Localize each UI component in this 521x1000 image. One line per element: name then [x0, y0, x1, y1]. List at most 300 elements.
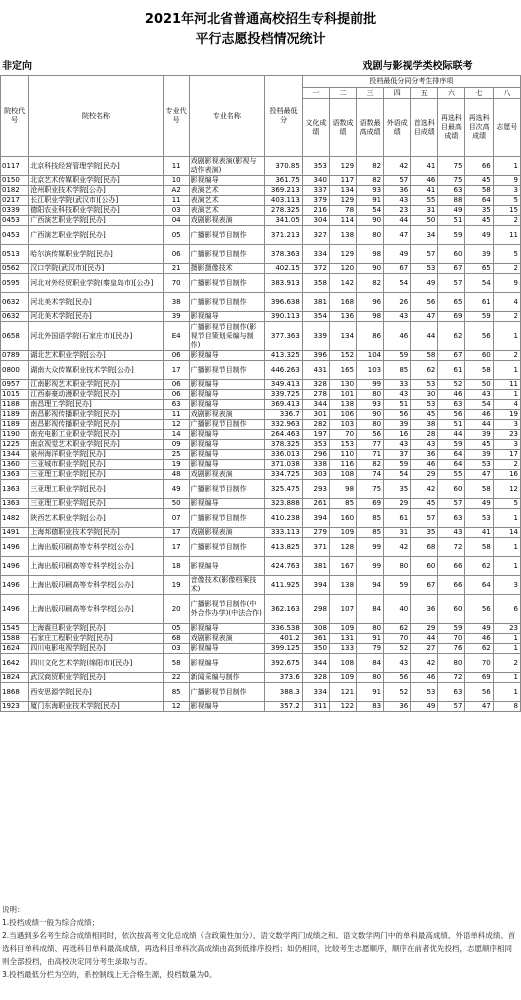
- sort-value-3: 80: [357, 420, 384, 430]
- major-code: 03: [163, 644, 189, 654]
- sort-value-3: 82: [357, 176, 384, 186]
- sort-value-4: 62: [384, 624, 411, 634]
- sort-value-6: 56: [438, 410, 465, 420]
- major-name: 影视编导: [189, 499, 264, 509]
- table-row: [1, 206, 521, 216]
- major-name: 广播影视节目制作: [189, 226, 264, 245]
- min-score: 336.7: [265, 410, 303, 420]
- sort-value-3: 79: [357, 644, 384, 654]
- sort-value-5: 55: [411, 196, 438, 206]
- sort-value-8: 8: [493, 702, 520, 712]
- sort-value-5: 56: [411, 293, 438, 312]
- table-row: [1, 216, 521, 226]
- sort-value-6: 63: [438, 400, 465, 410]
- document-subtitle: 平行志愿投档情况统计: [195, 32, 326, 47]
- school-name: 上海出版印刷高等专科学校[公办]: [29, 576, 163, 595]
- major-code: 21: [163, 264, 189, 274]
- sort-value-1: 328: [302, 673, 329, 683]
- table-row: [1, 538, 521, 557]
- school-code: 0632: [1, 293, 29, 312]
- school-name: 广西演艺职业学院[民办]: [29, 226, 163, 245]
- sort-value-8: 1: [493, 634, 520, 644]
- sort-value-2: 70: [329, 430, 356, 440]
- header-order-1: 一: [302, 88, 329, 99]
- min-score: 334.725: [265, 470, 303, 480]
- sort-value-7: 44: [465, 420, 493, 430]
- sort-value-7: 43: [465, 390, 493, 400]
- min-score: 371.038: [265, 460, 303, 470]
- major-name: 影视编导: [189, 440, 264, 450]
- min-score: 446.263: [265, 361, 303, 380]
- major-code: 04: [163, 216, 189, 226]
- school-name: 三亚理工职业学院[民办]: [29, 499, 163, 509]
- school-name: 陕西艺术职业学院[公办]: [29, 509, 163, 528]
- table-row: [1, 274, 521, 293]
- sort-value-2: 168: [329, 293, 356, 312]
- sort-value-3: 75: [357, 480, 384, 499]
- sort-value-8: 2: [493, 460, 520, 470]
- sort-value-8: 2: [493, 264, 520, 274]
- table-row: [1, 576, 521, 595]
- table-row: [1, 226, 521, 245]
- sort-value-8: 4: [493, 293, 520, 312]
- sort-value-7: 58: [465, 480, 493, 499]
- sort-value-3: 83: [357, 702, 384, 712]
- school-name: 三亚理工职业学院[民办]: [29, 480, 163, 499]
- sort-value-4: 61: [384, 509, 411, 528]
- school-name: 河北外国语学院(石家庄市)[民办]: [29, 322, 163, 351]
- school-code: 1015: [1, 390, 29, 400]
- major-code: 19: [163, 576, 189, 595]
- table-body: [1, 157, 521, 712]
- sort-value-7: 53: [465, 509, 493, 528]
- school-code: 0632: [1, 312, 29, 322]
- sort-value-1: 282: [302, 420, 329, 430]
- sort-value-2: 129: [329, 157, 356, 176]
- sort-value-8: 17: [493, 450, 520, 460]
- sort-value-7: 58: [465, 538, 493, 557]
- sort-value-7: 61: [465, 293, 493, 312]
- major-name: 广播影视节目制作: [189, 361, 264, 380]
- school-code: 0217: [1, 196, 29, 206]
- sort-value-3: 93: [357, 400, 384, 410]
- notes: [2, 903, 518, 981]
- header-order-6: 六: [438, 88, 465, 99]
- sort-value-3: 82: [357, 274, 384, 293]
- sort-value-4: 31: [384, 528, 411, 538]
- sort-value-6: 44: [438, 430, 465, 440]
- header-sort-key-6: 再选科目最高成绩: [438, 99, 465, 157]
- min-score: 402.15: [265, 264, 303, 274]
- sort-value-5: 38: [411, 420, 438, 430]
- sort-value-7: 39: [465, 430, 493, 440]
- major-name: 表演艺术: [189, 186, 264, 196]
- school-name: 泉州海洋职业学院[民办]: [29, 450, 163, 460]
- min-score: 325.475: [265, 480, 303, 499]
- major-name: 影视编导: [189, 450, 264, 460]
- sort-value-7: 70: [465, 654, 493, 673]
- sort-value-1: 350: [302, 644, 329, 654]
- sort-value-7: 56: [465, 322, 493, 351]
- sort-value-1: 311: [302, 702, 329, 712]
- school-code: 1363: [1, 470, 29, 480]
- sort-value-8: 1: [493, 673, 520, 683]
- sort-value-6: 59: [438, 440, 465, 450]
- major-name: 广播影视节目制作: [189, 538, 264, 557]
- sort-value-8: 2: [493, 216, 520, 226]
- sort-value-2: 138: [329, 226, 356, 245]
- school-code: 0453: [1, 216, 29, 226]
- sort-value-8: 4: [493, 400, 520, 410]
- school-code: 0182: [1, 186, 29, 196]
- school-code: 0789: [1, 351, 29, 361]
- school-code: 1496: [1, 538, 29, 557]
- sort-value-2: 122: [329, 702, 356, 712]
- header-order-3: 三: [357, 88, 384, 99]
- major-name: 影视编导: [189, 400, 264, 410]
- table-row: [1, 196, 521, 206]
- sort-value-2: 121: [329, 683, 356, 702]
- header-name: 院校名称: [29, 76, 163, 157]
- sort-value-3: 91: [357, 634, 384, 644]
- major-code: 19: [163, 460, 189, 470]
- school-name: 湖北艺术职业学院[公办]: [29, 351, 163, 361]
- table-row: [1, 673, 521, 683]
- school-name: 沧州职业技术学院[公办]: [29, 186, 163, 196]
- sort-value-7: 46: [465, 410, 493, 420]
- school-code: 1189: [1, 420, 29, 430]
- sort-value-5: 49: [411, 274, 438, 293]
- major-name: 影视编导: [189, 557, 264, 576]
- sort-value-7: 47: [465, 470, 493, 480]
- major-name: 表演艺术: [189, 206, 264, 216]
- sort-value-8: 15: [493, 206, 520, 216]
- sort-value-4: 47: [384, 226, 411, 245]
- sort-value-1: 344: [302, 400, 329, 410]
- header-sort-key-2: 语数成绩: [329, 99, 356, 157]
- min-score: 333.113: [265, 528, 303, 538]
- sort-value-1: 301: [302, 410, 329, 420]
- sort-value-4: 70: [384, 634, 411, 644]
- header-major-name: 专业名称: [189, 76, 264, 157]
- sort-value-2: 109: [329, 528, 356, 538]
- school-name: 湖南大众传媒职业技术学院[公办]: [29, 361, 163, 380]
- table-row: [1, 499, 521, 509]
- sort-value-7: 64: [465, 576, 493, 595]
- sort-value-6: 69: [438, 312, 465, 322]
- major-code: 06: [163, 390, 189, 400]
- school-code: 0658: [1, 322, 29, 351]
- document-title: 2021年河北省普通高校招生专科提前批: [144, 12, 377, 27]
- sort-value-1: 308: [302, 624, 329, 634]
- major-code: 22: [163, 673, 189, 683]
- table-row: [1, 293, 521, 312]
- major-code: 38: [163, 293, 189, 312]
- sort-value-5: 45: [411, 499, 438, 509]
- sort-value-8: 1: [493, 361, 520, 380]
- sort-value-3: 90: [357, 264, 384, 274]
- min-score: 371.213: [265, 226, 303, 245]
- major-code: 14: [163, 430, 189, 440]
- sort-value-8: 5: [493, 245, 520, 264]
- sort-value-2: 106: [329, 410, 356, 420]
- school-code: 0339: [1, 206, 29, 216]
- table-row: [1, 460, 521, 470]
- major-code: 06: [163, 351, 189, 361]
- school-name: 河北对外经贸职业学院(秦皇岛市)[公办]: [29, 274, 163, 293]
- sort-value-3: 96: [357, 293, 384, 312]
- school-code: 1496: [1, 576, 29, 595]
- sort-value-1: 216: [302, 206, 329, 216]
- sort-value-2: 131: [329, 634, 356, 644]
- header-sort-key-8: 志愿号: [493, 99, 520, 157]
- sort-value-6: 70: [438, 634, 465, 644]
- min-score: 411.925: [265, 576, 303, 595]
- major-name: 影视编导: [189, 176, 264, 186]
- sort-value-5: 29: [411, 624, 438, 634]
- table-row: [1, 176, 521, 186]
- sort-value-7: 49: [465, 499, 493, 509]
- major-name: 戏剧影视表演: [189, 216, 264, 226]
- table-row: [1, 450, 521, 460]
- min-score: 378.325: [265, 440, 303, 450]
- sort-value-8: 2: [493, 312, 520, 322]
- sort-value-6: 57: [438, 702, 465, 712]
- sort-value-5: 47: [411, 312, 438, 322]
- sort-value-8: 3: [493, 186, 520, 196]
- sort-value-3: 80: [357, 624, 384, 634]
- sort-value-8: 1: [493, 538, 520, 557]
- table-row: [1, 186, 521, 196]
- header-code: 院校代号: [1, 76, 29, 157]
- sort-value-5: 46: [411, 673, 438, 683]
- sort-value-1: 298: [302, 595, 329, 624]
- sort-value-3: 99: [357, 557, 384, 576]
- header-sort-key-4: 外语成绩: [384, 99, 411, 157]
- sort-value-1: 337: [302, 186, 329, 196]
- sort-value-4: 59: [384, 351, 411, 361]
- sort-value-1: 278: [302, 390, 329, 400]
- sort-value-6: 72: [438, 673, 465, 683]
- sort-value-2: 108: [329, 654, 356, 673]
- sort-value-3: 77: [357, 440, 384, 450]
- sort-value-4: 33: [384, 380, 411, 390]
- sort-value-6: 63: [438, 509, 465, 528]
- school-code: 1190: [1, 430, 29, 440]
- table-row: [1, 157, 521, 176]
- major-code: 12: [163, 420, 189, 430]
- major-code: E4: [163, 322, 189, 351]
- min-score: 370.85: [265, 157, 303, 176]
- sort-value-5: 57: [411, 245, 438, 264]
- school-code: 0513: [1, 245, 29, 264]
- major-code: 70: [163, 274, 189, 293]
- sort-value-2: 165: [329, 361, 356, 380]
- sort-value-1: 304: [302, 216, 329, 226]
- sort-value-4: 56: [384, 673, 411, 683]
- sort-value-7: 58: [465, 186, 493, 196]
- min-score: 392.675: [265, 654, 303, 673]
- min-score: 336.538: [265, 624, 303, 634]
- sort-value-3: 99: [357, 538, 384, 557]
- school-name: 上海出版印刷高等专科学校[公办]: [29, 538, 163, 557]
- sort-value-1: 354: [302, 312, 329, 322]
- table-row: [1, 557, 521, 576]
- major-name: 广播影视节目制作(中外合作办学)(中法合作): [189, 595, 264, 624]
- sort-value-6: 80: [438, 654, 465, 673]
- major-code: 48: [163, 470, 189, 480]
- sort-value-5: 28: [411, 430, 438, 440]
- major-name: 戏剧影视表演: [189, 470, 264, 480]
- min-score: 362.163: [265, 595, 303, 624]
- category-label: 非定向: [2, 61, 32, 72]
- sort-value-6: 60: [438, 595, 465, 624]
- min-score: 377.363: [265, 322, 303, 351]
- sort-value-1: 371: [302, 538, 329, 557]
- sort-value-4: 54: [384, 470, 411, 480]
- sort-value-4: 52: [384, 644, 411, 654]
- sort-value-1: 261: [302, 499, 329, 509]
- sort-value-5: 31: [411, 206, 438, 216]
- major-code: 05: [163, 226, 189, 245]
- sort-value-3: 99: [357, 380, 384, 390]
- sort-value-5: 35: [411, 528, 438, 538]
- sort-value-5: 29: [411, 470, 438, 480]
- sort-value-6: 57: [438, 274, 465, 293]
- sort-value-6: 66: [438, 557, 465, 576]
- sort-value-6: 52: [438, 380, 465, 390]
- sort-value-2: 78: [329, 206, 356, 216]
- min-score: 383.913: [265, 274, 303, 293]
- min-score: 323.888: [265, 499, 303, 509]
- school-code: 1491: [1, 528, 29, 538]
- sort-value-2: 117: [329, 176, 356, 186]
- sort-value-1: 293: [302, 480, 329, 499]
- school-code: 1642: [1, 654, 29, 673]
- sort-value-2: 142: [329, 274, 356, 293]
- sort-value-6: 64: [438, 450, 465, 460]
- sort-value-5: 49: [411, 702, 438, 712]
- sort-value-6: 63: [438, 683, 465, 702]
- sort-value-8: 1: [493, 557, 520, 576]
- sort-value-4: 49: [384, 245, 411, 264]
- school-code: 1923: [1, 702, 29, 712]
- sort-value-8: 23: [493, 430, 520, 440]
- major-code: 85: [163, 683, 189, 702]
- sort-value-6: 60: [438, 245, 465, 264]
- sort-value-5: 67: [411, 576, 438, 595]
- table-row: [1, 351, 521, 361]
- sort-value-4: 43: [384, 654, 411, 673]
- sort-value-3: 82: [357, 460, 384, 470]
- sort-value-1: 372: [302, 264, 329, 274]
- sort-value-7: 59: [465, 312, 493, 322]
- school-code: 1824: [1, 673, 29, 683]
- sort-value-3: 82: [357, 157, 384, 176]
- major-code: 63: [163, 400, 189, 410]
- sort-value-5: 58: [411, 351, 438, 361]
- sort-value-4: 37: [384, 450, 411, 460]
- sort-value-3: 74: [357, 470, 384, 480]
- sort-value-8: 1: [493, 322, 520, 351]
- min-score: 332.963: [265, 420, 303, 430]
- sort-value-6: 75: [438, 157, 465, 176]
- sort-value-2: 152: [329, 351, 356, 361]
- min-score: 403.113: [265, 196, 303, 206]
- table-row: [1, 528, 521, 538]
- sort-value-4: 42: [384, 157, 411, 176]
- sort-value-1: 327: [302, 226, 329, 245]
- major-name: 影视编导: [189, 312, 264, 322]
- sort-value-8: 11: [493, 380, 520, 390]
- note-line: 1.投档成绩一般为综合成绩；: [2, 918, 100, 927]
- school-name: 汉口学院(武汉市)[民办]: [29, 264, 163, 274]
- major-name: 新闻采编与制作: [189, 673, 264, 683]
- sort-value-1: 328: [302, 380, 329, 390]
- min-score: 424.763: [265, 557, 303, 576]
- sort-value-6: 60: [438, 480, 465, 499]
- table-row: [1, 430, 521, 440]
- sort-value-3: 80: [357, 226, 384, 245]
- sort-value-1: 197: [302, 430, 329, 440]
- min-score: 369.213: [265, 186, 303, 196]
- sort-value-4: 52: [384, 683, 411, 702]
- sort-value-6: 46: [438, 390, 465, 400]
- school-name: 上海震旦职业学院[民办]: [29, 624, 163, 634]
- major-code: 11: [163, 157, 189, 176]
- school-code: 0957: [1, 380, 29, 390]
- table-row: [1, 440, 521, 450]
- sort-value-1: 334: [302, 683, 329, 702]
- sort-value-8: 3: [493, 576, 520, 595]
- header-sort-key-7: 再选科目次高成绩: [465, 99, 493, 157]
- sort-value-4: 43: [384, 196, 411, 206]
- sort-value-2: 98: [329, 480, 356, 499]
- school-name: 北京科技经营管理学院[民办]: [29, 157, 163, 176]
- sort-value-6: 62: [438, 322, 465, 351]
- sort-value-6: 66: [438, 576, 465, 595]
- sort-value-5: 50: [411, 216, 438, 226]
- sort-value-8: 1: [493, 390, 520, 400]
- major-code: 12: [163, 702, 189, 712]
- table-row: [1, 654, 521, 673]
- school-code: 1482: [1, 509, 29, 528]
- sort-value-1: 303: [302, 470, 329, 480]
- sort-value-7: 66: [465, 157, 493, 176]
- sort-value-6: 43: [438, 528, 465, 538]
- school-name: 江南影视艺术职业学院[民办]: [29, 380, 163, 390]
- school-name: 上海出版印刷高等专科学校[公办]: [29, 557, 163, 576]
- sort-value-2: 129: [329, 196, 356, 206]
- sort-value-4: 26: [384, 293, 411, 312]
- major-name: 广播影视节目制作: [189, 274, 264, 293]
- major-name: 广播影视节目制作: [189, 683, 264, 702]
- major-code: 17: [163, 528, 189, 538]
- table-row: [1, 312, 521, 322]
- table-row: [1, 390, 521, 400]
- sort-value-5: 53: [411, 400, 438, 410]
- sort-value-8: 12: [493, 480, 520, 499]
- sort-value-7: 47: [465, 702, 493, 712]
- sort-value-3: 84: [357, 595, 384, 624]
- sort-value-7: 50: [465, 380, 493, 390]
- sort-value-1: 279: [302, 528, 329, 538]
- sort-value-7: 53: [465, 460, 493, 470]
- school-code: 1496: [1, 595, 29, 624]
- table-row: [1, 624, 521, 634]
- sort-value-8: 5: [493, 196, 520, 206]
- min-score: 369.413: [265, 400, 303, 410]
